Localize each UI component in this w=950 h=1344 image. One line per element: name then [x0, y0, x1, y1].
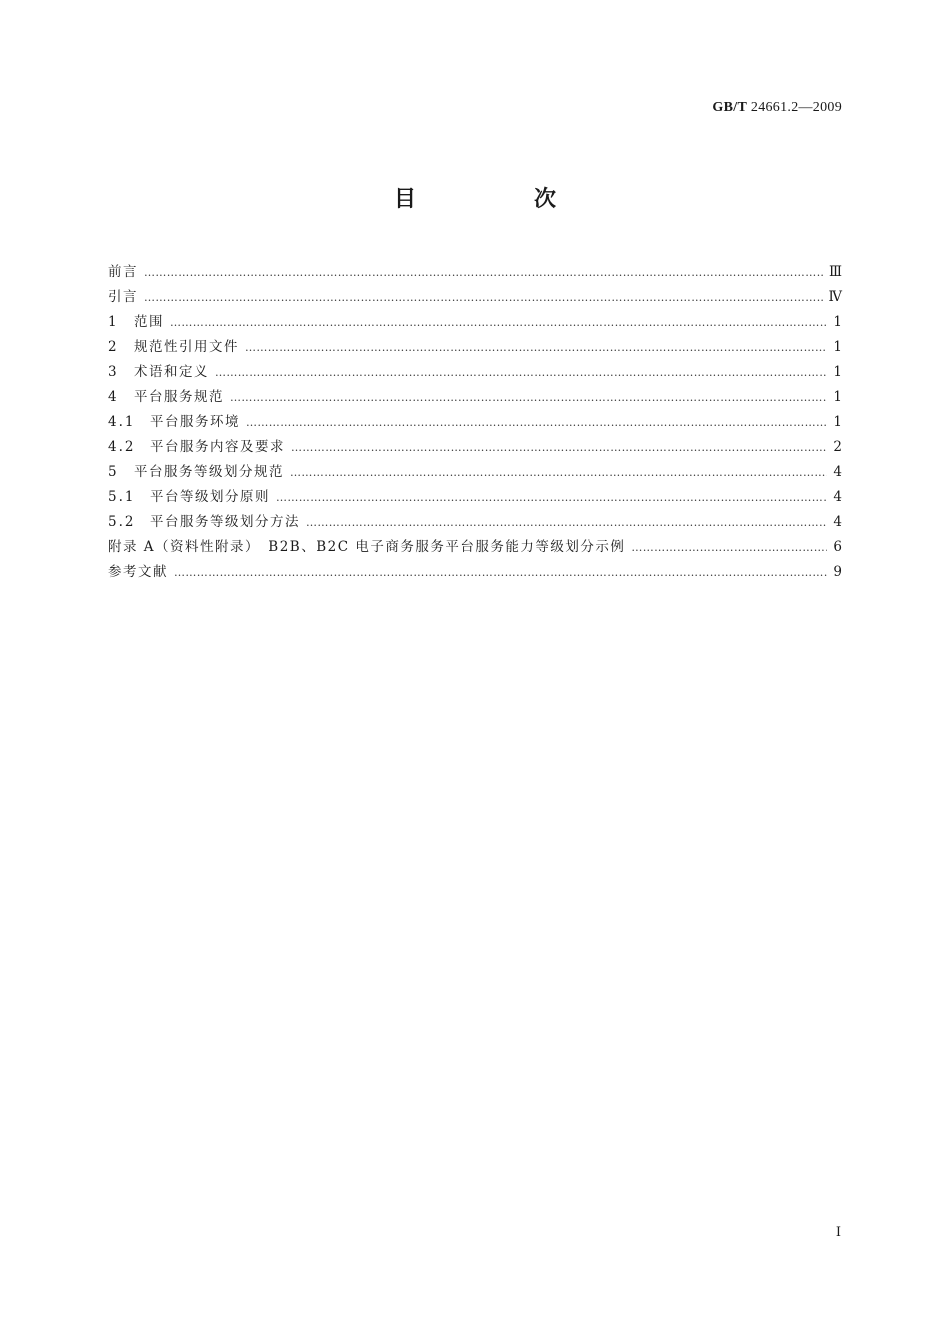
- standard-code: [712, 100, 842, 116]
- toc-leader-dots: [291, 435, 827, 460]
- toc-entry-number: 4.2: [108, 439, 136, 455]
- toc-entry-foreword[interactable]: [108, 260, 842, 285]
- toc-entry-label: 平台服务内容及要求: [150, 439, 285, 455]
- toc-leader-dots: [245, 335, 827, 360]
- toc-entry-label: 平台服务环境: [150, 414, 240, 430]
- toc-entry-1[interactable]: [108, 310, 842, 335]
- toc-entry-number: 1: [108, 314, 119, 330]
- toc-entry-label: 平台服务规范: [134, 389, 224, 405]
- toc-entry-page: 1: [833, 389, 842, 405]
- toc-entry-bibliography[interactable]: [108, 560, 842, 585]
- toc-entry-number: 5: [108, 464, 119, 480]
- toc-title: 目 次: [393, 187, 604, 212]
- toc-entry-page: 1: [833, 364, 842, 380]
- toc-entry-label: 平台服务等级划分规范: [134, 464, 284, 480]
- toc-entry-4-1[interactable]: [108, 410, 842, 435]
- toc-entry-4-2[interactable]: [108, 435, 842, 460]
- toc-entry-annex-a[interactable]: [108, 535, 842, 560]
- toc-leader-dots: [631, 535, 827, 560]
- toc-leader-dots: [170, 310, 827, 335]
- toc-entry-5[interactable]: [108, 460, 842, 485]
- toc-entry-label: 术语和定义: [134, 364, 209, 380]
- toc-leader-dots: [290, 460, 827, 485]
- toc-leader-dots: [246, 410, 827, 435]
- toc-leader-dots: [230, 385, 827, 410]
- toc-leader-dots: [306, 510, 827, 535]
- toc-entry-label: 平台服务等级划分方法: [150, 514, 300, 530]
- toc-entry-number: 2: [108, 339, 119, 355]
- toc-entry-label: 参考文献: [108, 564, 168, 580]
- toc-entry-page: 2: [833, 439, 842, 455]
- toc-leader-dots: [174, 560, 827, 585]
- toc-entry-5-2[interactable]: [108, 510, 842, 535]
- toc-entry-label: 平台等级划分原则: [150, 489, 270, 505]
- toc-entry-label: 附录 A（资料性附录） B2B、B2C 电子商务服务平台服务能力等级划分示例: [108, 539, 626, 555]
- toc-leader-dots: [144, 285, 823, 310]
- toc-entry-label: 范围: [134, 314, 164, 330]
- page-number: Ⅰ: [835, 1224, 841, 1239]
- toc-entry-label: 前言: [108, 264, 138, 280]
- toc-entry-page: 4: [833, 489, 842, 505]
- toc-entry-4[interactable]: [108, 385, 842, 410]
- toc-entry-label: 引言: [108, 289, 138, 305]
- toc-entry-page: 1: [833, 339, 842, 355]
- toc-entry-page: 1: [833, 414, 842, 430]
- toc-entry-3[interactable]: [108, 360, 842, 385]
- toc-entry-number: 4.1: [108, 414, 136, 430]
- table-of-contents: [108, 260, 842, 585]
- toc-entry-page: 4: [833, 514, 842, 530]
- toc-entry-label: 规范性引用文件: [134, 339, 239, 355]
- toc-entry-number: 5.1: [108, 489, 136, 505]
- toc-entry-introduction[interactable]: [108, 285, 842, 310]
- toc-entry-page: Ⅲ: [828, 264, 842, 280]
- toc-entry-page: 6: [833, 539, 842, 555]
- standard-number: 24661.2—2009: [750, 100, 842, 115]
- toc-entry-page: Ⅳ: [828, 289, 842, 305]
- toc-entry-number: 5.2: [108, 514, 136, 530]
- toc-entry-page: 9: [833, 564, 842, 580]
- standard-prefix: GB/T: [712, 100, 748, 115]
- toc-entry-number: 3: [108, 364, 119, 380]
- toc-leader-dots: [276, 485, 827, 510]
- toc-entry-number: 4: [108, 389, 119, 405]
- toc-leader-dots: [144, 260, 823, 285]
- toc-entry-page: 4: [833, 464, 842, 480]
- toc-entry-2[interactable]: [108, 335, 842, 360]
- toc-entry-5-1[interactable]: [108, 485, 842, 510]
- toc-leader-dots: [215, 360, 827, 385]
- toc-entry-page: 1: [833, 314, 842, 330]
